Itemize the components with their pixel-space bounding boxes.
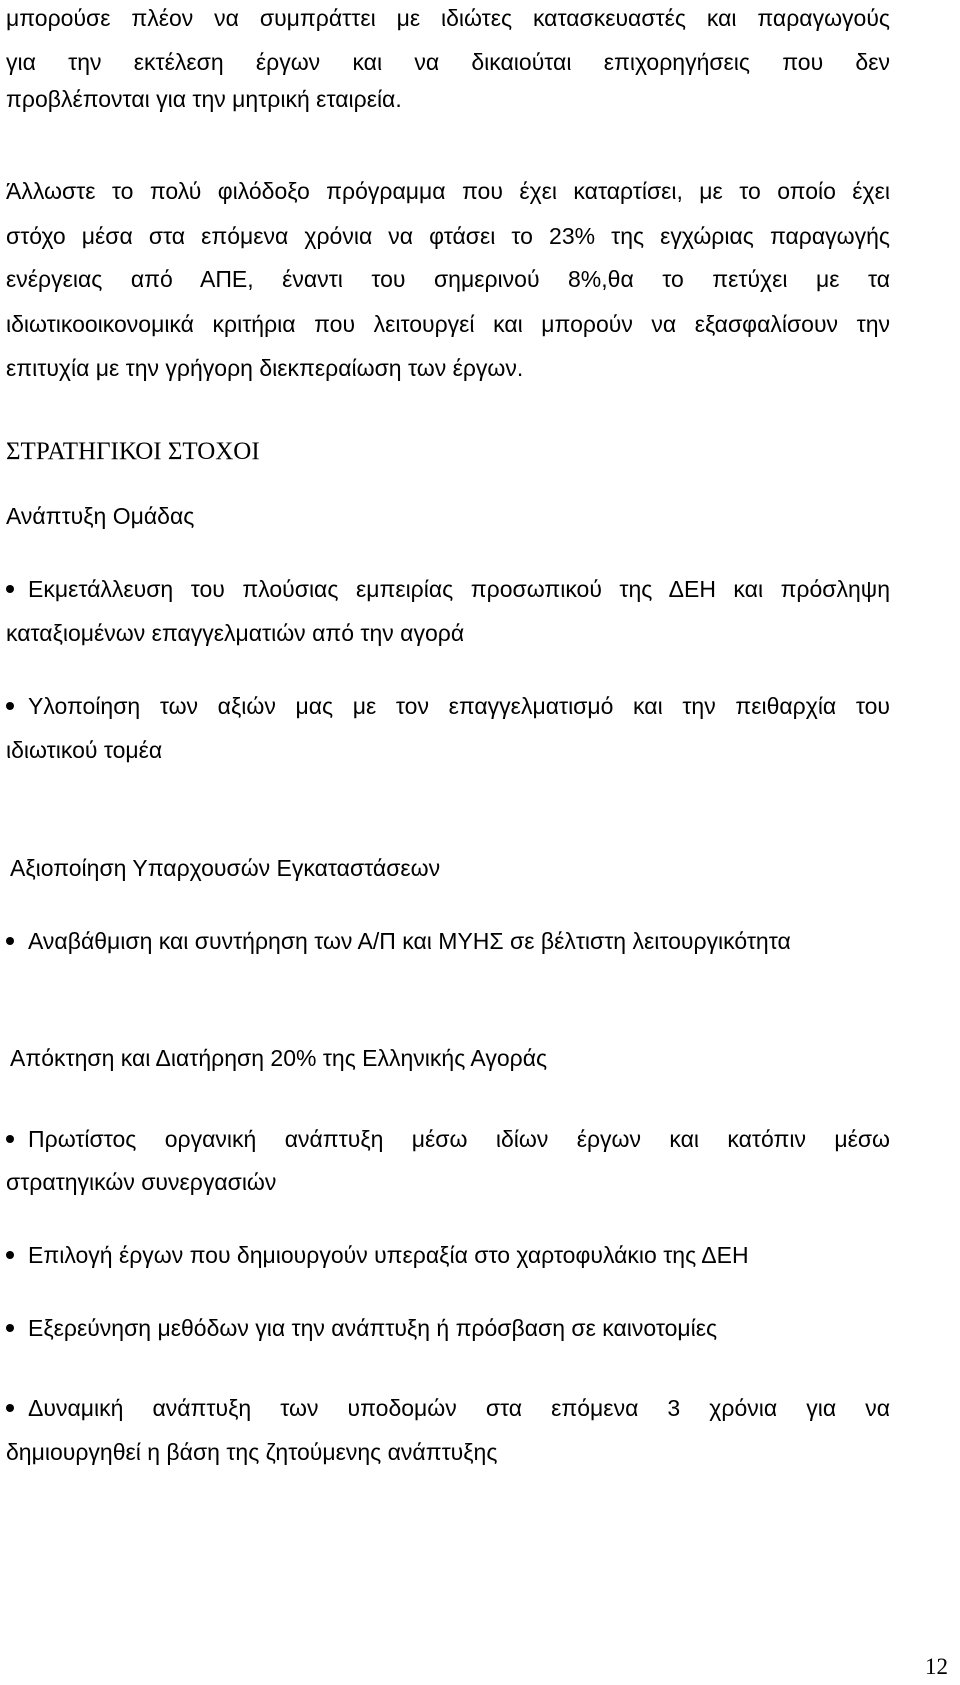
bullet-icon (6, 1251, 14, 1259)
bullet-icon (6, 1135, 14, 1143)
bullet-icon (6, 937, 14, 945)
bullet-text: Εκμετάλλευση του πλούσιας εμπειρίας προσωπικού της ΔΕΗ και πρόσληψη (28, 576, 890, 602)
bullet-item (6, 1313, 890, 1343)
bullet-text: Εξερεύνηση μεθόδων για την ανάπτυξη ή πρόσβαση σε καινοτομίες (28, 1315, 718, 1341)
paragraph-line-5: επιτυχία με την γρήγορη διεκπεραίωση των έργων. (6, 355, 524, 381)
paragraph-line-1: Άλλωστε το πολύ φιλόδοξο πρόγραμμα που έχει καταρτίσει, με το οποίο έχει (6, 178, 890, 204)
paragraph-line-2: στόχο μέσα στα επόμενα χρόνια να φτάσει το 23% της εγχώριας παραγωγής (6, 223, 890, 249)
bullet-continuation: ιδιωτικού τομέα (6, 737, 163, 763)
paragraph-line-4: ιδιωτικοοικονομικά κριτήρια που λειτουργεί και μπορούν να εξασφαλίσουν την (6, 311, 890, 337)
bullet-item (6, 926, 890, 956)
bullet-item (6, 574, 890, 604)
bullet-text: Αναβάθμιση και συντήρηση των Α/Π και ΜΥΗΣ σε βέλτιστη λειτουργικότητα (28, 928, 791, 954)
intro-line-3: προβλέπονται για την μητρική εταιρεία. (6, 86, 402, 112)
bullet-text: Επιλογή έργων που δημιουργούν υπεραξία στο χαρτοφυλάκιο της ΔΕΗ (28, 1242, 749, 1268)
bullet-icon (6, 1404, 14, 1412)
bullet-continuation: δημιουργηθεί η βάση της ζητούμενης ανάπτυξης (6, 1439, 498, 1465)
bullet-icon (6, 702, 14, 710)
group-heading-team: Ανάπτυξη Ομάδας (6, 503, 195, 529)
bullet-continuation: στρατηγικών συνεργασιών (6, 1169, 277, 1195)
bullet-icon (6, 1324, 14, 1332)
bullet-item (6, 691, 890, 721)
intro-line-1: μπορούσε πλέον να συμπράττει με ιδιώτες κατασκευαστές και παραγωγούς (6, 5, 890, 31)
paragraph-line-3: ενέργειας από ΑΠΕ, έναντι του σημερινού 8%,θα το πετύχει με τα (6, 266, 890, 292)
section-heading: ΣΤΡΑΤΗΓΙΚΟΙ ΣΤΟΧΟΙ (6, 438, 260, 465)
intro-line-2: για την εκτέλεση έργων και να δικαιούται επιχορηγήσεις που δεν (6, 49, 890, 75)
bullet-item (6, 1393, 890, 1423)
bullet-item (6, 1124, 890, 1154)
bullet-icon (6, 585, 14, 593)
group-heading-facilities: Αξιοποίηση Υπαρχουσών Εγκαταστάσεων (10, 855, 441, 881)
bullet-text: Πρωτίστος οργανική ανάπτυξη μέσω ιδίων έργων και κατόπιν μέσω (28, 1126, 890, 1152)
bullet-text: Δυναμική ανάπτυξη των υποδομών στα επόμενα 3 χρόνια για να (28, 1395, 890, 1421)
bullet-item (6, 1240, 890, 1270)
group-heading-market: Απόκτηση και Διατήρηση 20% της Ελληνικής Αγοράς (10, 1045, 548, 1071)
bullet-text: Υλοποίηση των αξιών μας με τον επαγγελματισμό και την πειθαρχία του (28, 693, 890, 719)
bullet-continuation: καταξιομένων επαγγελματιών από την αγορά (6, 620, 465, 646)
page-number: 12 (925, 1654, 948, 1679)
